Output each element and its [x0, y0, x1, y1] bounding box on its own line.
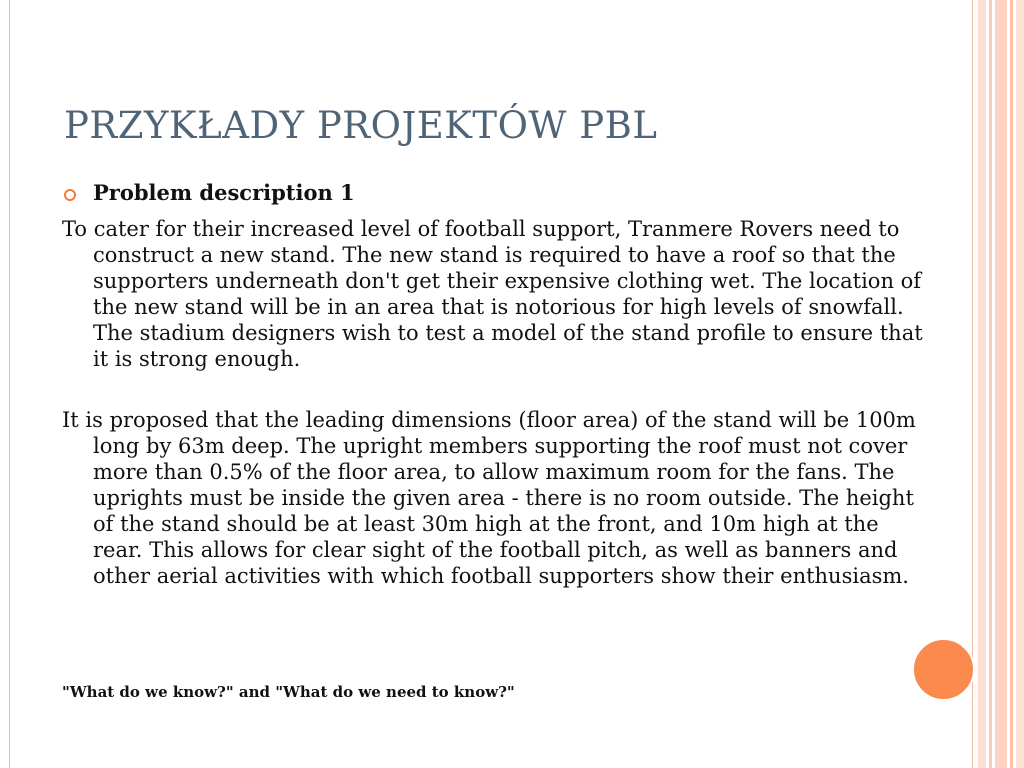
- paragraph-2: It is proposed that the leading dimensions (floor area) of the stand will be 100m long by 63m deep. The upright members supporting the roof must not cover more than 0.5% of the floor area, to allow maximum room for the fans. The uprights must be inside the given area - there is no room outside. The height of the stand should be at least 30m high at the front, and 10m high at the rear. This allows for clear sight of the football pitch, as well as banners and other aerial activities with which football supporters show their enthusiasm.: [62, 408, 916, 588]
- stripe: [978, 0, 986, 768]
- stripe: [989, 0, 992, 768]
- bullet-heading: Problem description 1: [93, 180, 355, 205]
- stripe: [1010, 0, 1013, 768]
- stripe: [1016, 0, 1024, 768]
- hollow-circle-bullet-icon: [64, 189, 76, 201]
- closing-question: "What do we know?" and "What do we need to know?": [62, 683, 515, 701]
- slide-title: PRZYKŁADY PROJEKTÓW PBL: [64, 104, 658, 147]
- stripe: [995, 0, 1007, 768]
- paragraph-1: To cater for their increased level of football support, Tranmere Rovers need to construct a new stand. The new stand is required to have a roof so that the supporters underneath don't get their expensive clothing wet. The location of the new stand will be in an area that is notorious for high levels of snowfall. The stadium designers wish to test a model of the stand profile to ensure that it is strong enough.: [62, 217, 923, 371]
- orange-circle-decoration-icon: [912, 638, 975, 701]
- decorative-stripes: [978, 0, 1024, 768]
